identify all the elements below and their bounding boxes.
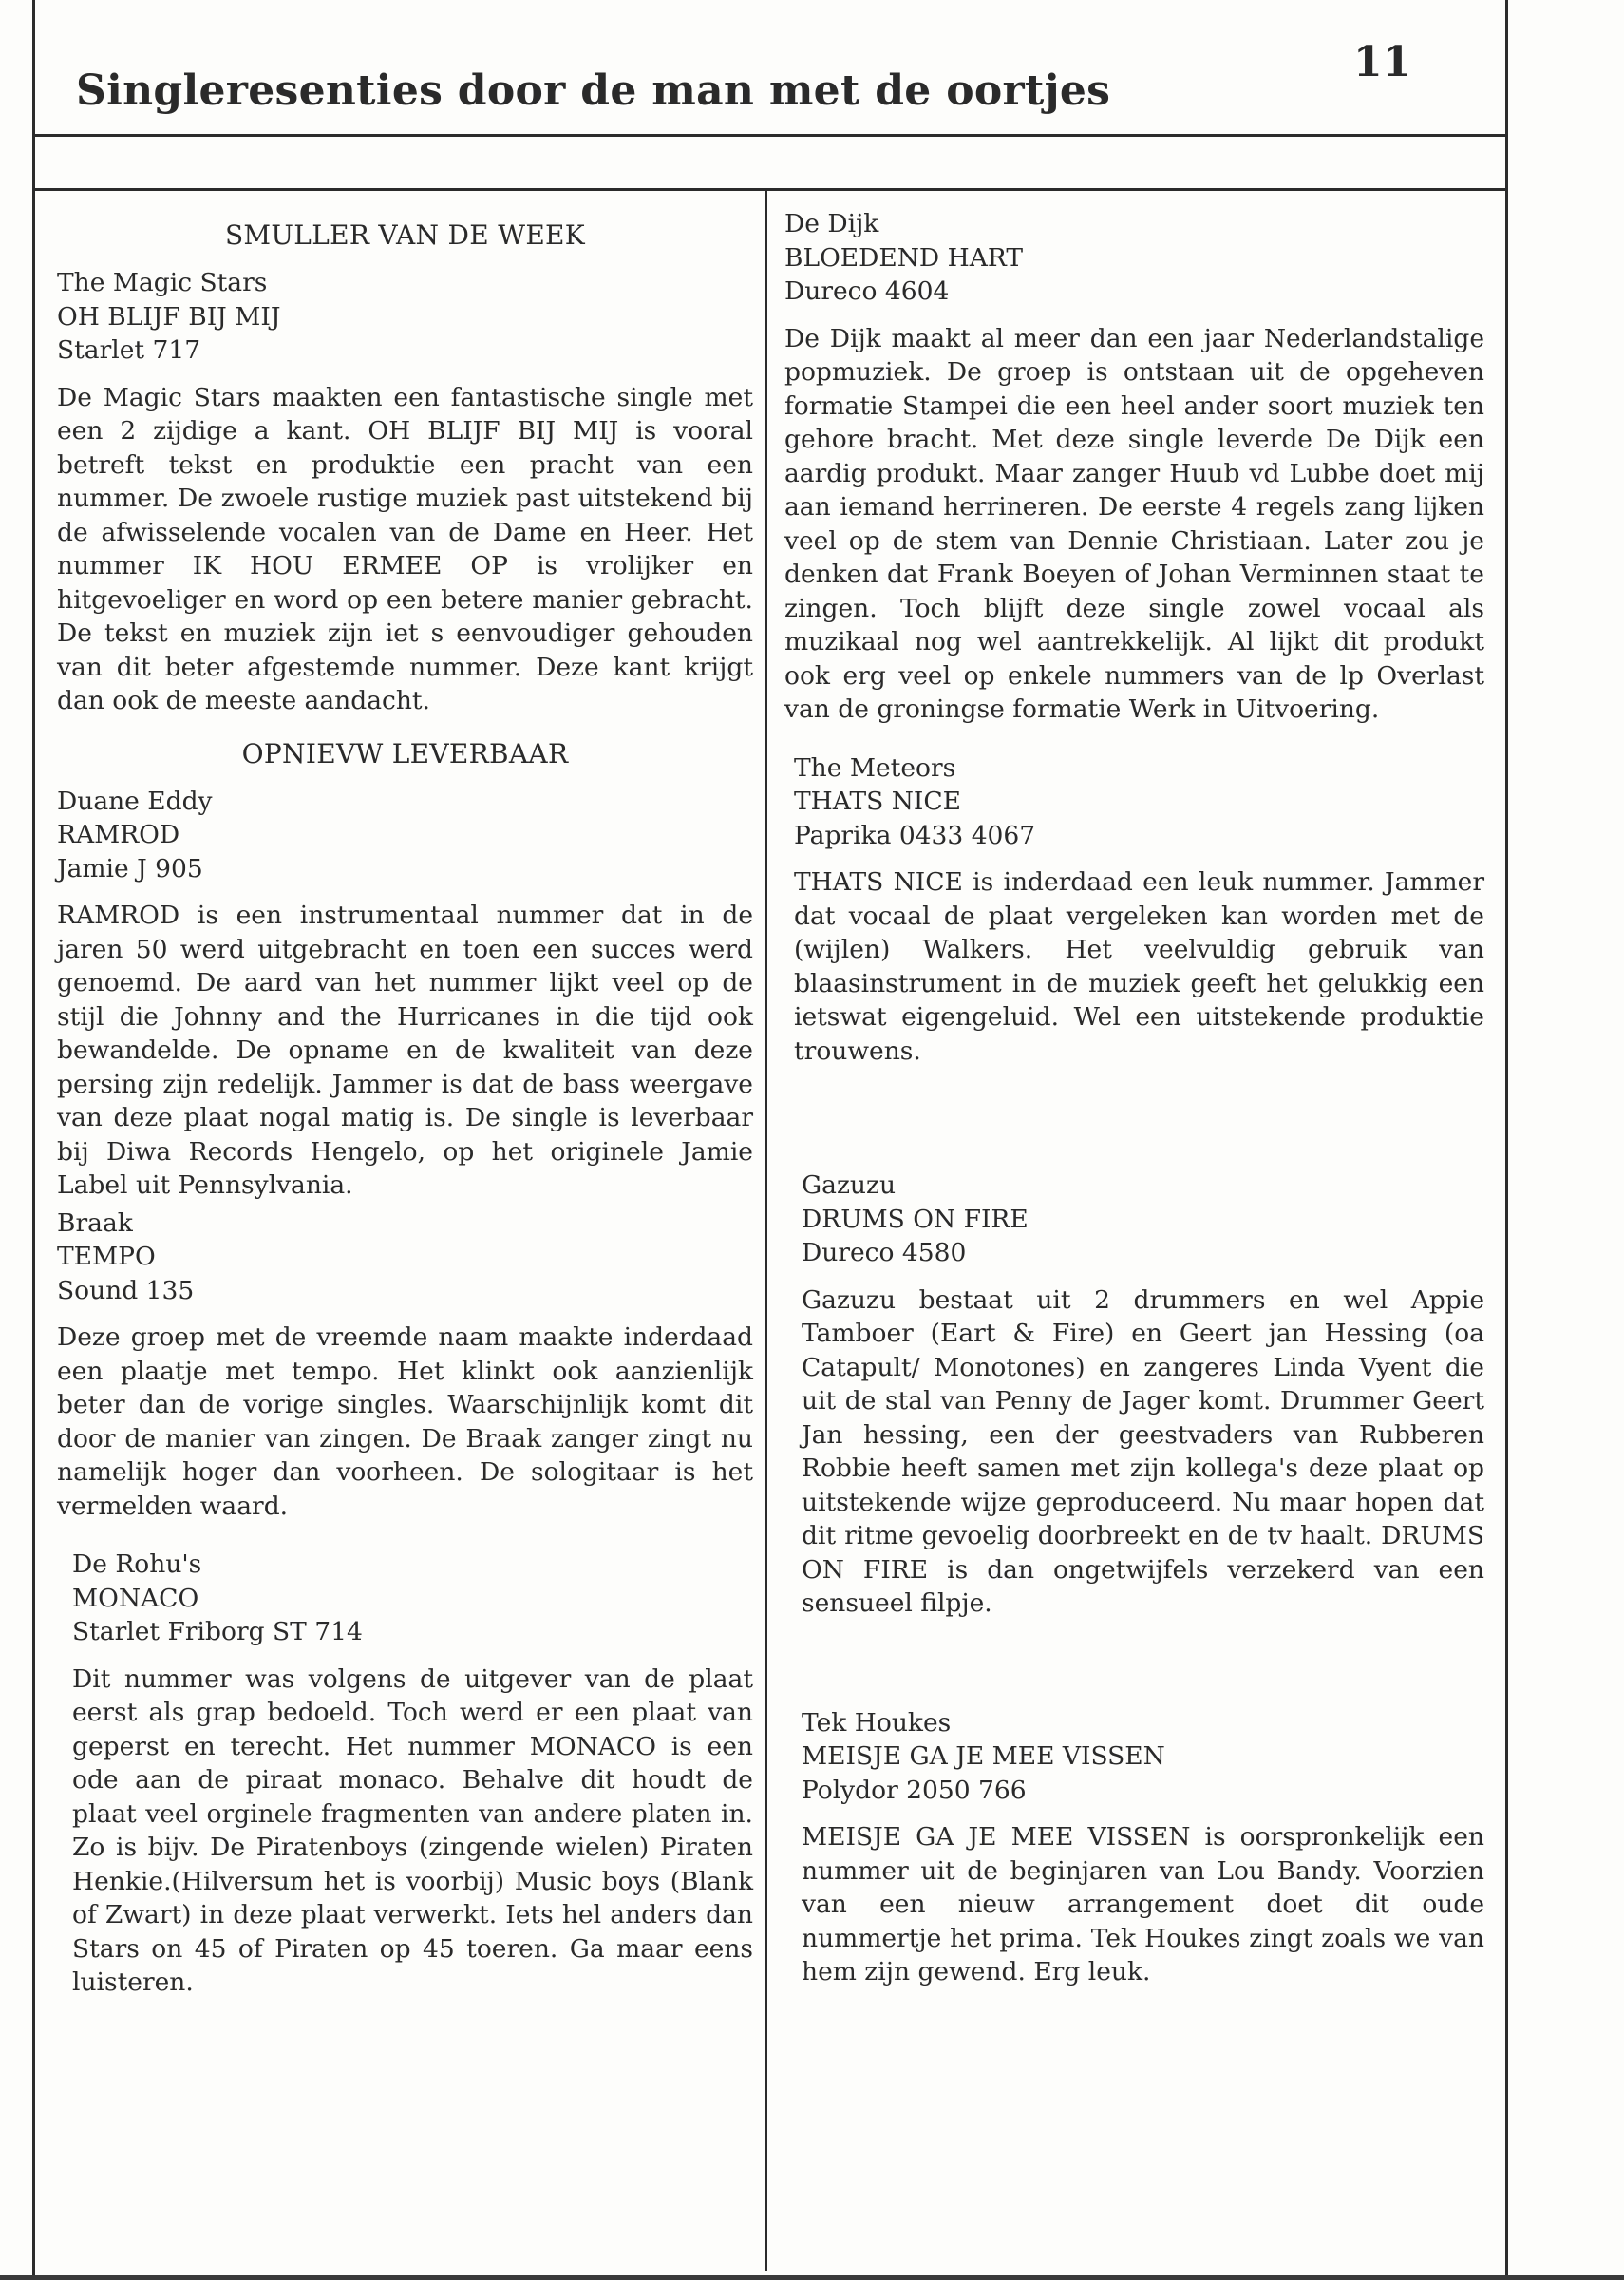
- review-title: TEMPO: [57, 1242, 156, 1271]
- review-artist: De Dijk: [784, 209, 879, 238]
- review-the-meteors: [784, 751, 1484, 1069]
- review-meta: [784, 207, 1484, 309]
- review-duane-eddy: [57, 785, 753, 1203]
- columns-top-rule: [32, 188, 1508, 191]
- review-body: Dit nummer was volgens de uitgever van de plaat eerst als grap bedoeld. Toch werd er een plaat van geperst en terecht. Het nummer MONACO is een ode aan de piraat monaco. Behalve dit houdt de plaat veel orginele fragmenten van andere platen in. Zo is bijv. De Piratenboys (zingende wielen) Piraten Henkie.(Hilversum het is voorbij) Music boys (Blank of Zwart) in deze plaat verwerkt. Iets hel anders dan Stars on 45 of Piraten op 45 toeren. Ga maar eens luisteren.: [72, 1663, 753, 1997]
- review-label: Jamie J 905: [57, 853, 203, 884]
- review-meta: [802, 1706, 1484, 1808]
- review-artist: The Magic Stars: [57, 268, 268, 297]
- review-body: RAMROD is een instrumentaal nummer dat in de jaren 50 werd uitgebracht en toen een succes werd genoemd. De aard van het nummer lijkt veel op de stijl die Johnny and the Hurricanes in die tijd ook bewandelde. De opname en de kwaliteit van deze persing zijn redelijk. Jammer is dat de bass weergave van deze plaat nogal matig is. De single is leverbaar bij Diwa Records Hengelo, op het originele Jamie Label uit Pennsylvania.: [57, 901, 753, 1200]
- review-de-dijk: [784, 207, 1484, 727]
- page-frame-left-border: [32, 0, 35, 2276]
- review-body: De Magic Stars maakten een fantastische single met een 2 zijdige a kant. OH BLIJF BIJ MIJ is vooral betreft tekst en produktie een pracht van een nummer. De zwoele rustige muziek past uitstekend bij de afwisselende vocalen van de Dame en Heer. Het nummer IK HOU ERMEE OP is vrolijker en hitgevoeliger en word op een betere manier gebracht. De tekst en muziek zijn iet s eenvoudiger gehouden van dit beter afgestemde nummer. Deze kant krijgt dan ook de meeste aandacht.: [57, 382, 753, 715]
- review-the-magic-stars: [57, 266, 753, 718]
- right-column: [784, 207, 1484, 2014]
- review-label: Polydor 2050 766: [802, 1775, 1027, 1805]
- review-label: Dureco 4580: [802, 1238, 967, 1267]
- review-meta: [57, 266, 753, 368]
- review-braak: [57, 1206, 753, 1524]
- review-artist: De Rohu's: [72, 1549, 202, 1579]
- review-label: Paprika 0433 4067: [794, 820, 1036, 850]
- section-heading-smuller-van-de-week: SMULLER VAN DE WEEK: [224, 219, 586, 251]
- section-heading-opnieuw-leverbaar: OPNIEVW LEVERBAAR: [241, 737, 569, 770]
- review-meta: [802, 1168, 1484, 1270]
- review-title: DRUMS ON FIRE: [802, 1204, 1029, 1234]
- review-meta: [57, 1206, 753, 1308]
- review-body: THATS NICE is inderdaad een leuk nummer. Jammer dat vocaal de plaat vergeleken kan worden met de (wijlen) Walkers. Het veelvuldig gebruik van blaasinstrument in de muziek geeft het gelukkig een ietswat eigengeluid. Wel een uitstekende produktie trouwens.: [794, 867, 1484, 1066]
- review-label: Sound 135: [57, 1275, 195, 1305]
- page-bottom-rule: [0, 2275, 1624, 2280]
- review-title: OH BLIJF BIJ MIJ: [57, 301, 281, 332]
- review-title: MEISJE GA JE MEE VISSEN: [802, 1741, 1165, 1771]
- page-frame-right-border: [1505, 0, 1508, 2276]
- review-title: THATS NICE: [794, 787, 962, 816]
- review-meta: [794, 751, 1484, 853]
- review-body: MEISJE GA JE MEE VISSEN is oorspronkelijk een nummer uit de beginjaren van Lou Bandy. Voorzien van een nieuw arrangement doet dit oude nummertje het prima. Tek Houkes zingt zoals we van hem zijn gewend. Erg leuk.: [802, 1822, 1484, 1986]
- review-tek-houkes: [784, 1706, 1484, 1989]
- review-title: BLOEDEND HART: [784, 242, 1023, 273]
- review-title: MONACO: [72, 1583, 199, 1613]
- review-body: Deze groep met de vreemde naam maakte inderdaad een plaatje met tempo. Het klinkt ook aanzienlijk beter dan de vorige singles. Waarschijnlijk komt dit door de manier van zingen. De Braak zanger zingt nu namelijk hoger dan voorheen. De sologitaar is het vermelden waard.: [57, 1322, 753, 1521]
- review-label: Dureco 4604: [784, 276, 950, 306]
- review-gazuzu: [784, 1168, 1484, 1621]
- review-meta: [57, 785, 753, 886]
- review-title: RAMROD: [57, 820, 180, 849]
- review-artist: Tek Houkes: [802, 1707, 952, 1738]
- review-artist: The Meteors: [794, 752, 956, 783]
- review-artist: Braak: [57, 1207, 133, 1238]
- review-de-rohus: [57, 1548, 753, 2000]
- review-artist: Gazuzu: [802, 1170, 897, 1200]
- review-body: Gazuzu bestaat uit 2 drummers en wel Appie Tamboer (Eart & Fire) en Geert jan Hessing (oa Catapult/ Monotones) en zangeres Linda Vyent die uit de stal van Penny de Jager komt. Drummer Geert Jan hessing, een der geestvaders van Rubberen Robbie heeft samen met zijn kollega's deze plaat op uitstekende wijze geproduceerd. Nu maar hopen dat dit ritme gevoelig doorbreekt en de tv haalt. DRUMS ON FIRE is dan ongetwijfels verzekerd van een sensueel filpje.: [802, 1284, 1484, 1618]
- column-divider: [765, 188, 767, 2270]
- review-label: Starlet 717: [57, 335, 201, 365]
- header-bottom-rule: [32, 134, 1508, 137]
- review-body: De Dijk maakt al meer dan een jaar Nederlandstalige popmuziek. De groep is ontstaan uit de opgeheven formatie Stampei die een heel ander soort muziek ten gehore bracht. Met deze single leverde De Dijk een aardig produkt. Maar zanger Huub vd Lubbe doet mij aan iemand herrineren. De eerste 4 regels zang lijken veel op de stem van Dennie Christiaan. Later zou je denken dat Frank Boeyen of Johan Verminnen staat te zingen. Toch blijft deze single zowel vocaal als muzikaal nog wel aantrekkelijk. Al lijkt dit produkt ook erg veel op enkele nummers van de lp Overlast van de groningse formatie Werk in Uitvoering.: [784, 323, 1484, 724]
- review-artist: Duane Eddy: [57, 786, 213, 816]
- page-title: Singleresenties door de man met de oortjes: [76, 66, 1111, 115]
- left-column: [57, 207, 753, 2024]
- page-number: 11: [1353, 38, 1412, 86]
- review-meta: [57, 1548, 753, 1649]
- review-label: Starlet Friborg ST 714: [72, 1617, 363, 1646]
